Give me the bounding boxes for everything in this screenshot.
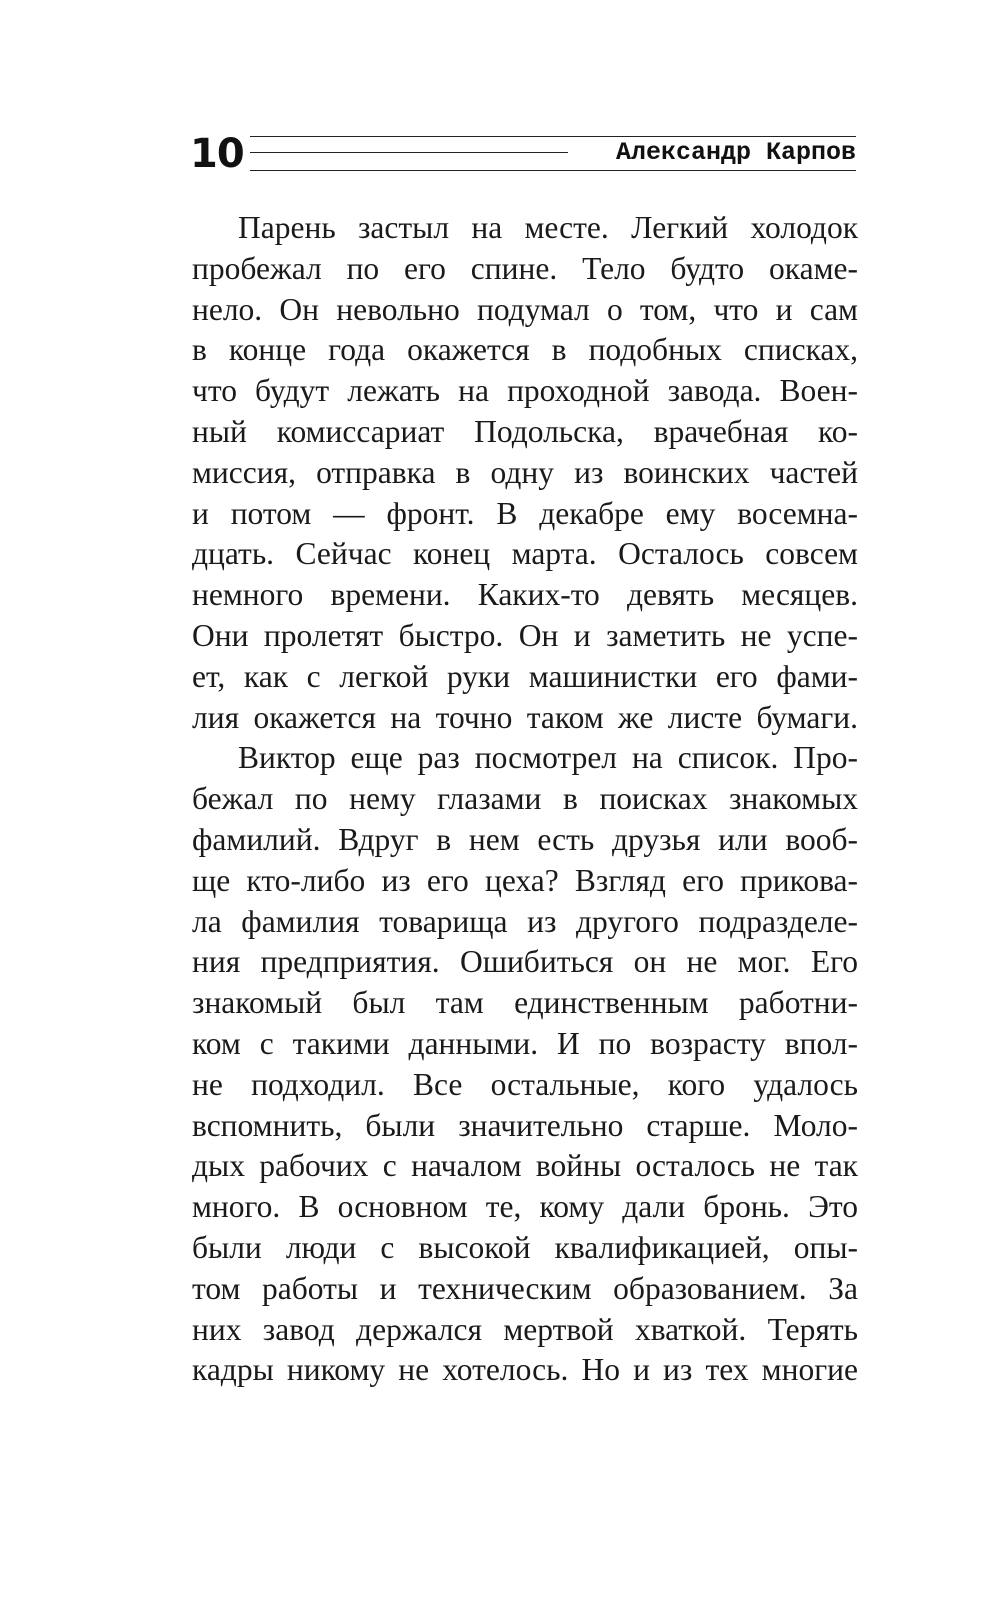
text-line: много. В основном те, кому дали бронь. Это bbox=[192, 1189, 858, 1225]
text-line: немного времени. Каких-то девять месяцев. bbox=[192, 577, 858, 613]
running-header bbox=[190, 128, 856, 180]
text-line: ный комиссариат Подольска, врачебная ко- bbox=[192, 413, 858, 449]
text-line: вспомнить, были значительно старше. Моло- bbox=[192, 1107, 858, 1143]
text-line: что будут лежать на проходной завода. Воен- bbox=[192, 373, 858, 409]
text-line: ет, как с легкой руки машинистки его фами- bbox=[192, 658, 858, 694]
text-line: ще кто-либо из его цеха? Взгляд его прикова- bbox=[192, 862, 858, 898]
text-line: лия окажется на точно таком же листе бумаги. bbox=[192, 699, 858, 735]
text-line: том работы и техническим образованием. За bbox=[192, 1270, 858, 1306]
text-line: бежал по нему глазами в поисках знакомых bbox=[192, 781, 858, 817]
paragraph-1 bbox=[192, 208, 858, 738]
author-name: Александр Карпов bbox=[602, 137, 856, 169]
text-line: ла фамилия товарища из другого подразделе- bbox=[192, 903, 858, 939]
text-line: не подходил. Все остальные, кого удалось bbox=[192, 1066, 858, 1102]
paragraph-2 bbox=[192, 738, 858, 1391]
text-line: были люди с высокой квалификацией, опы- bbox=[192, 1229, 858, 1265]
text-line: Они пролетят быстро. Он и заметить не успе- bbox=[192, 617, 858, 653]
text-line: Парень застыл на месте. Легкий холодок bbox=[238, 210, 858, 245]
text-line: них завод держался мертвой хваткой. Терять bbox=[192, 1311, 858, 1347]
text-line: миссия, отправка в одну из воинских частей bbox=[192, 454, 858, 490]
text-line: Виктор еще раз посмотрел на список. Про- bbox=[238, 740, 858, 776]
text-line: кадры никому не хотелось. Но и из тех многие bbox=[192, 1352, 858, 1388]
text-line: и потом — фронт. В декабре ему восемна- bbox=[192, 495, 858, 531]
text-line: дцать. Сейчас конец марта. Осталось совсем bbox=[192, 536, 858, 572]
text-line: нело. Он невольно подумал о том, что и сам bbox=[192, 291, 858, 327]
header-rule-middle bbox=[250, 152, 568, 153]
text-line: фамилий. Вдруг в нем есть друзья или вооб- bbox=[192, 821, 858, 857]
header-rule-bottom bbox=[250, 170, 856, 171]
text-line: ком с такими данными. И по возрасту впол- bbox=[192, 1025, 858, 1061]
text-line: дых рабочих с началом войны осталось не так bbox=[192, 1148, 858, 1184]
text-line: ния предприятия. Ошибиться он не мог. Его bbox=[192, 944, 858, 980]
body-text bbox=[192, 208, 858, 1391]
text-line: в конце года окажется в подобных списках, bbox=[192, 332, 858, 368]
text-line: пробежал по его спине. Тело будто окаме- bbox=[192, 250, 858, 286]
page-number: 10 bbox=[190, 131, 244, 177]
text-line: знакомый был там единственным работни- bbox=[192, 985, 858, 1021]
